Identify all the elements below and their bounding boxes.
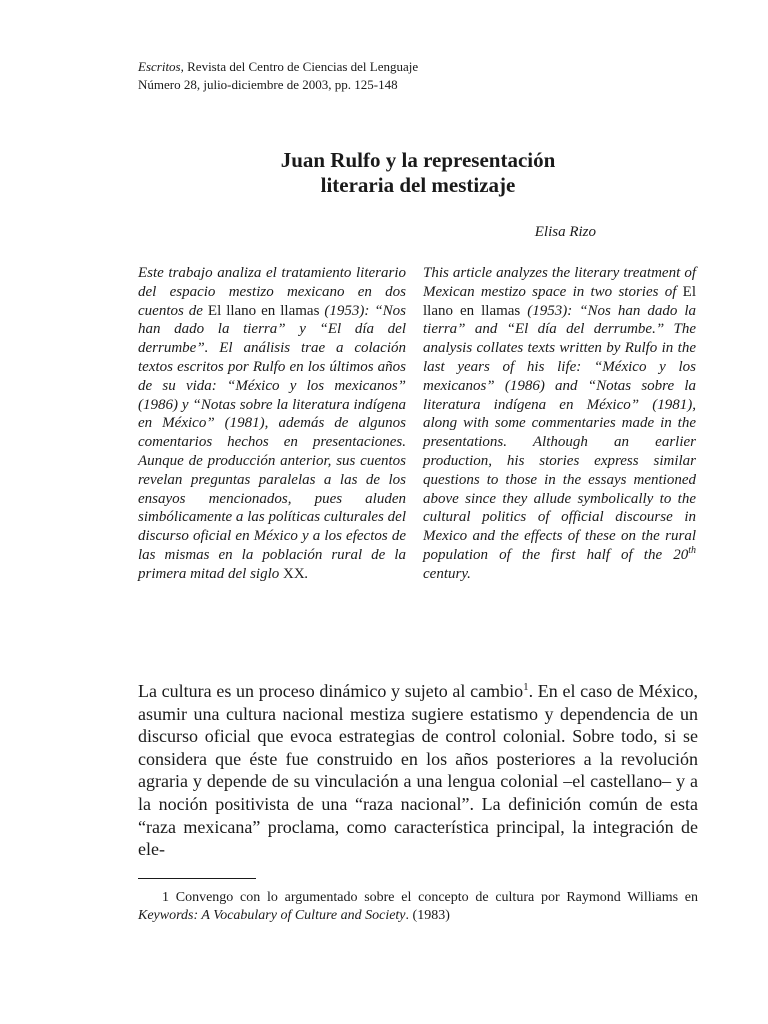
journal-name: Escritos,	[138, 59, 184, 74]
body-text-2: . En el caso de México, asumir una cultura nacional mestiza sugiere estatismo y dependencia de un discurso oficial que evoca estrategias de control colonial. Sobre todo, si se considera que éste fue construido en los años posteriores a la revolución agraria y depende de su vinculación a una lengua colonial –el castellano– y a la noción positivista de una “raza nacional”. La definición común de esta “raza mexicana” proclama, como característica principal, la integración de ele-	[138, 681, 698, 860]
abstract-en-text-1: This article analyzes the literary treatment of Mexican mestizo space in two stories of	[423, 265, 696, 300]
body-text-1: La cultura es un proceso dinámico y sujeto al cambio	[138, 681, 524, 701]
abstract-es-text-2: (1953): “Nos han dado la tierra” y “El día del derrumbe”. El análisis trae a colación textos escritos por Rulfo en los últimos años de su vida: “México y los mexicanos” (1986) y “Notas sobre la literatura indígena en México” (1981), además de algunos comentarios hechos en presentaciones. Aunque de producción anterior, sus cuentos revelan preguntas paralelas a las de los ensayos mencionados, pues aluden simbólicamente a las políticas culturales del discurso oficial en México y a los efectos de las mismas en la población rural de la primera mitad del siglo	[138, 302, 407, 582]
footnote-text: Convengo con lo argumentado sobre el concepto de cultura por Raymond Williams en	[169, 890, 698, 905]
footnote-reference: 1	[523, 681, 529, 693]
abstract-es-end: .	[304, 565, 309, 582]
abstract-en-superscript: th	[688, 544, 696, 556]
abstract-english	[423, 264, 696, 584]
abstract-spanish	[138, 264, 406, 584]
footnote-book-title: Keywords: A Vocabulary of Culture and Society	[138, 908, 406, 923]
footnote-end: . (1983)	[405, 908, 450, 923]
issue-line: Número 28, julio-diciembre de 2003, pp. 125-148	[138, 77, 398, 92]
abstract-es-text-1: Este trabajo analiza el tratamiento literario del espacio mestizo mexicano en dos cuentos de	[138, 265, 406, 319]
author-name: Elisa Rizo	[534, 224, 596, 240]
body-paragraph	[138, 680, 698, 861]
footnote-number: 1	[162, 890, 169, 905]
abstract-es-book-title: El llano en llamas	[207, 302, 320, 319]
abstract-en-end: century.	[423, 565, 471, 582]
footnote	[138, 889, 698, 925]
abstract-en-book-title: El llano en llamas	[423, 283, 696, 319]
abstract-en-text-2: (1953): “Nos han dado la tierra” and “El día del derrumbe.” The analysis collates texts written by Rulfo in the last years of his life: “México y los mexicanos” (1986) and “Notas sobre la literatura indígena en México” (1981), along with some commentaries made in the presentations. Although an earlier production, his stories express similar questions to those in the essays mentioned above since they allude symbolically to the cultural politics of official discourse in Mexico and the effects of these on the rural population of the first half of the 20	[423, 302, 696, 563]
article-title	[138, 148, 698, 198]
title-line-2: literaria del mestizaje	[320, 173, 516, 197]
title-line-1: Juan Rulfo y la representación	[280, 148, 556, 172]
journal-header	[138, 58, 418, 94]
journal-description: Revista del Centro de Ciencias del Lenguaje	[183, 59, 419, 74]
footnote-divider	[138, 878, 256, 879]
abstract-es-century: XX	[283, 565, 305, 582]
journal-line	[138, 58, 418, 76]
